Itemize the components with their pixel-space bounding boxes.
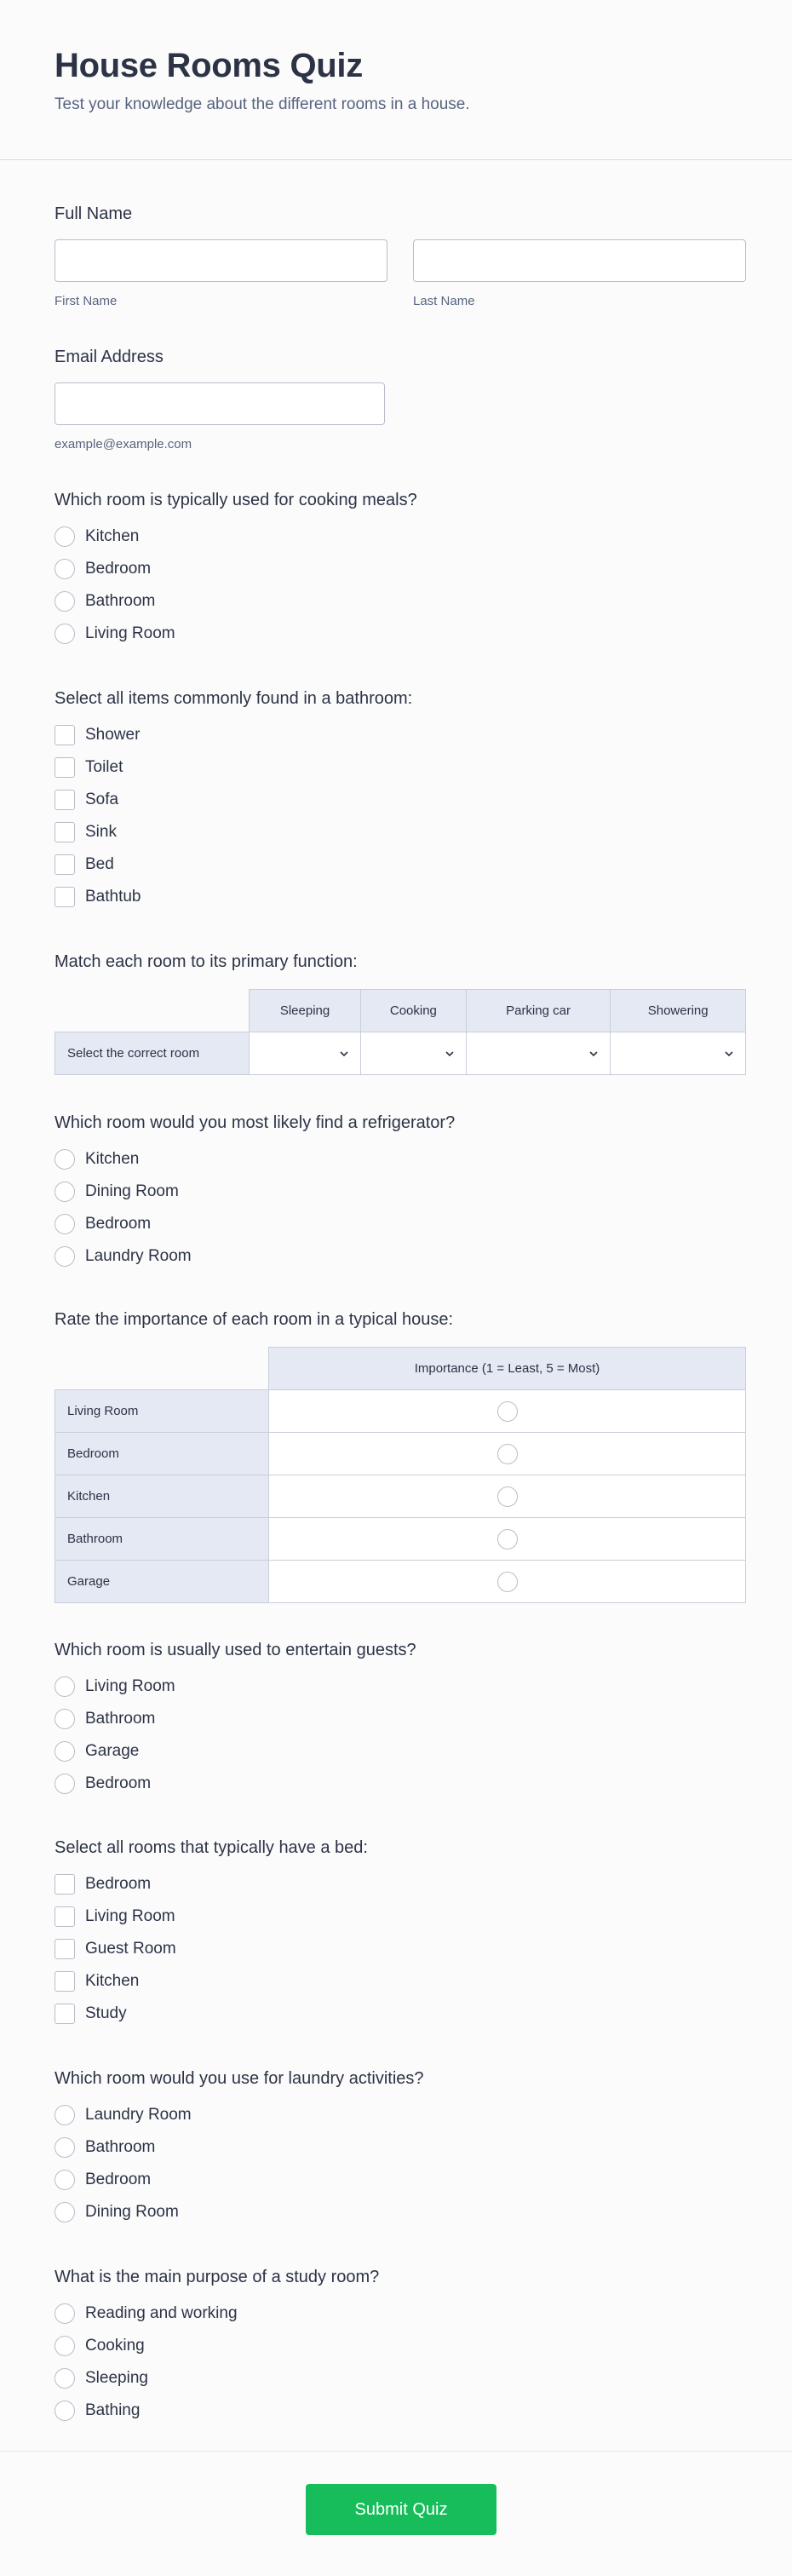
- radio-option[interactable]: [55, 2362, 746, 2395]
- radio-button[interactable]: [55, 1182, 75, 1202]
- option-label: Kitchen: [85, 1150, 140, 1168]
- chevron-down-icon: [588, 1048, 600, 1060]
- checkbox[interactable]: [55, 822, 75, 842]
- checkbox[interactable]: [55, 1906, 75, 1927]
- select-dropdown[interactable]: [361, 1032, 467, 1075]
- radio-button[interactable]: [497, 1529, 518, 1550]
- option-label: Bedroom: [85, 1774, 152, 1792]
- page-title: House Rooms Quiz: [55, 47, 363, 84]
- column-header: Parking car: [466, 990, 611, 1032]
- select-dropdown[interactable]: [611, 1032, 746, 1075]
- question-fridge: [55, 1113, 746, 1273]
- checkbox-option[interactable]: [55, 719, 746, 751]
- email-section: [55, 347, 746, 451]
- question-label: Select all items commonly found in a bathroom:: [55, 689, 413, 708]
- option-label: Bedroom: [85, 560, 152, 578]
- radio-button[interactable]: [55, 1774, 75, 1794]
- question-bed: [55, 1837, 746, 2030]
- checkbox[interactable]: [55, 1874, 75, 1895]
- rating-table: [55, 1347, 746, 1603]
- email-input[interactable]: [55, 382, 385, 425]
- rating-cell: [269, 1561, 746, 1603]
- checkbox-option[interactable]: [55, 784, 746, 816]
- checkbox-option[interactable]: [55, 881, 746, 913]
- checkbox[interactable]: [55, 854, 75, 875]
- checkbox-option[interactable]: [55, 751, 746, 784]
- column-header: Sleeping: [250, 990, 361, 1032]
- radio-option[interactable]: [55, 2395, 746, 2427]
- radio-option[interactable]: [55, 1176, 746, 1208]
- row-header: Living Room: [55, 1390, 269, 1433]
- radio-option[interactable]: [55, 2196, 746, 2228]
- rating-cell: [269, 1475, 746, 1518]
- row-header: Select the correct room: [55, 1032, 250, 1075]
- last-name-sublabel: Last Name: [413, 294, 475, 308]
- row-header: Bathroom: [55, 1518, 269, 1561]
- radio-button[interactable]: [497, 1486, 518, 1507]
- checkbox[interactable]: [55, 725, 75, 745]
- full-name-section: [55, 204, 746, 308]
- option-label: Bathing: [85, 2401, 141, 2419]
- radio-button[interactable]: [55, 624, 75, 644]
- radio-button[interactable]: [55, 2170, 75, 2190]
- radio-button[interactable]: [55, 2401, 75, 2421]
- option-label: Study: [85, 2004, 127, 2022]
- option-label: Kitchen: [85, 1972, 140, 1990]
- radio-button[interactable]: [55, 1676, 75, 1697]
- question-label: Match each room to its primary function:: [55, 952, 358, 971]
- radio-button[interactable]: [55, 526, 75, 547]
- option-label: Sleeping: [85, 2369, 148, 2387]
- option-label: Bedroom: [85, 1215, 152, 1233]
- chevron-down-icon: [444, 1048, 456, 1060]
- select-dropdown[interactable]: [466, 1032, 611, 1075]
- radio-option[interactable]: [55, 553, 746, 585]
- option-label: Laundry Room: [85, 1247, 192, 1265]
- question-bathroom-items: [55, 688, 746, 913]
- checkbox-option[interactable]: [55, 1900, 746, 1933]
- radio-button[interactable]: [497, 1444, 518, 1464]
- radio-button[interactable]: [55, 2105, 75, 2125]
- radio-button[interactable]: [55, 2336, 75, 2356]
- first-name-input[interactable]: [55, 239, 387, 282]
- checkbox-option[interactable]: [55, 816, 746, 848]
- radio-button[interactable]: [55, 1149, 75, 1170]
- question-rate: [55, 1309, 746, 1603]
- row-header: Garage: [55, 1561, 269, 1603]
- radio-button[interactable]: [55, 1246, 75, 1267]
- radio-button[interactable]: [497, 1401, 518, 1422]
- radio-option[interactable]: [55, 1768, 746, 1800]
- radio-option[interactable]: [55, 2131, 746, 2164]
- column-header: Importance (1 = Least, 5 = Most): [269, 1348, 746, 1390]
- option-label: Sink: [85, 823, 117, 841]
- option-label: Bedroom: [85, 1875, 152, 1893]
- question-entertain: [55, 1640, 746, 1800]
- option-label: Dining Room: [85, 1182, 179, 1200]
- checkbox-option[interactable]: [55, 1933, 746, 1965]
- question-label: Which room would you most likely find a refrigerator?: [55, 1113, 456, 1132]
- radio-button[interactable]: [497, 1572, 518, 1592]
- option-label: Bedroom: [85, 2171, 152, 2188]
- option-label: Living Room: [85, 1907, 175, 1925]
- checkbox[interactable]: [55, 2004, 75, 2024]
- option-label: Bathroom: [85, 2138, 156, 2156]
- question-match: [55, 952, 746, 1075]
- radio-option[interactable]: [55, 618, 746, 650]
- rating-cell: [269, 1390, 746, 1433]
- question-label: What is the main purpose of a study room?: [55, 2268, 380, 2286]
- matrix-corner: [55, 1348, 269, 1390]
- option-label: Laundry Room: [85, 2106, 192, 2124]
- radio-option[interactable]: [55, 1208, 746, 1240]
- column-header: Cooking: [361, 990, 467, 1032]
- question-label: Rate the importance of each room in a typical house:: [55, 1310, 454, 1329]
- matrix-corner: [55, 990, 250, 1032]
- checkbox[interactable]: [55, 1939, 75, 1959]
- radio-option[interactable]: [55, 1703, 746, 1735]
- question-label: Which room would you use for laundry activities?: [55, 2069, 424, 2088]
- question-label: Which room is usually used to entertain guests?: [55, 1641, 416, 1659]
- question-label: Select all rooms that typically have a bed:: [55, 1838, 368, 1857]
- radio-option[interactable]: [55, 2330, 746, 2362]
- last-name-input[interactable]: [413, 239, 746, 282]
- first-name-sublabel: First Name: [55, 294, 118, 308]
- radio-option[interactable]: [55, 585, 746, 618]
- radio-option[interactable]: [55, 1735, 746, 1768]
- question-laundry: [55, 2068, 746, 2228]
- option-label: Cooking: [85, 2337, 145, 2355]
- checkbox[interactable]: [55, 790, 75, 810]
- email-label: Email Address: [55, 348, 164, 366]
- option-label: Guest Room: [85, 1940, 176, 1958]
- form-footer: [0, 2451, 792, 2576]
- form-header: [0, 0, 792, 160]
- checkbox-option[interactable]: [55, 848, 746, 881]
- checkbox[interactable]: [55, 887, 75, 907]
- question-cooking: [55, 490, 746, 650]
- radio-option[interactable]: [55, 2164, 746, 2196]
- option-label: Sofa: [85, 791, 119, 808]
- email-sublabel: example@example.com: [55, 437, 192, 451]
- checkbox-option[interactable]: [55, 1868, 746, 1900]
- radio-button[interactable]: [55, 2368, 75, 2389]
- radio-option[interactable]: [55, 2099, 746, 2131]
- option-label: Bed: [85, 855, 114, 873]
- question-study: [55, 2267, 746, 2427]
- radio-option[interactable]: [55, 2297, 746, 2330]
- submit-button[interactable]: Submit Quiz: [306, 2484, 496, 2535]
- checkbox[interactable]: [55, 1971, 75, 1992]
- rating-cell: [269, 1518, 746, 1561]
- row-header: Bedroom: [55, 1433, 269, 1475]
- option-label: Shower: [85, 726, 141, 744]
- radio-button[interactable]: [55, 559, 75, 579]
- checkbox-option[interactable]: [55, 1998, 746, 2030]
- radio-button[interactable]: [55, 2303, 75, 2324]
- option-label: Kitchen: [85, 527, 140, 545]
- option-label: Bathroom: [85, 592, 156, 610]
- radio-button[interactable]: [55, 1741, 75, 1762]
- option-label: Living Room: [85, 624, 175, 642]
- radio-option[interactable]: [55, 1670, 746, 1703]
- radio-option[interactable]: [55, 1143, 746, 1176]
- radio-option[interactable]: [55, 1240, 746, 1273]
- page-subtitle: Test your knowledge about the different rooms in a house.: [55, 95, 470, 113]
- option-label: Bathtub: [85, 888, 141, 906]
- option-label: Living Room: [85, 1677, 175, 1695]
- row-header: Kitchen: [55, 1475, 269, 1518]
- option-label: Bathroom: [85, 1710, 156, 1728]
- option-label: Dining Room: [85, 2203, 179, 2221]
- radio-option[interactable]: [55, 520, 746, 553]
- chevron-down-icon: [723, 1048, 735, 1060]
- option-label: Toilet: [85, 758, 123, 776]
- checkbox-option[interactable]: [55, 1965, 746, 1998]
- radio-button[interactable]: [55, 1709, 75, 1729]
- question-label: Which room is typically used for cooking meals?: [55, 491, 417, 509]
- radio-button[interactable]: [55, 591, 75, 612]
- checkbox[interactable]: [55, 757, 75, 778]
- chevron-down-icon: [338, 1048, 350, 1060]
- option-label: Garage: [85, 1742, 140, 1760]
- radio-button[interactable]: [55, 1214, 75, 1234]
- radio-button[interactable]: [55, 2137, 75, 2158]
- option-label: Reading and working: [85, 2304, 238, 2322]
- radio-button[interactable]: [55, 2202, 75, 2222]
- select-dropdown[interactable]: [250, 1032, 361, 1075]
- match-table: [55, 989, 746, 1075]
- rating-cell: [269, 1433, 746, 1475]
- column-header: Showering: [611, 990, 746, 1032]
- full-name-label: Full Name: [55, 204, 133, 223]
